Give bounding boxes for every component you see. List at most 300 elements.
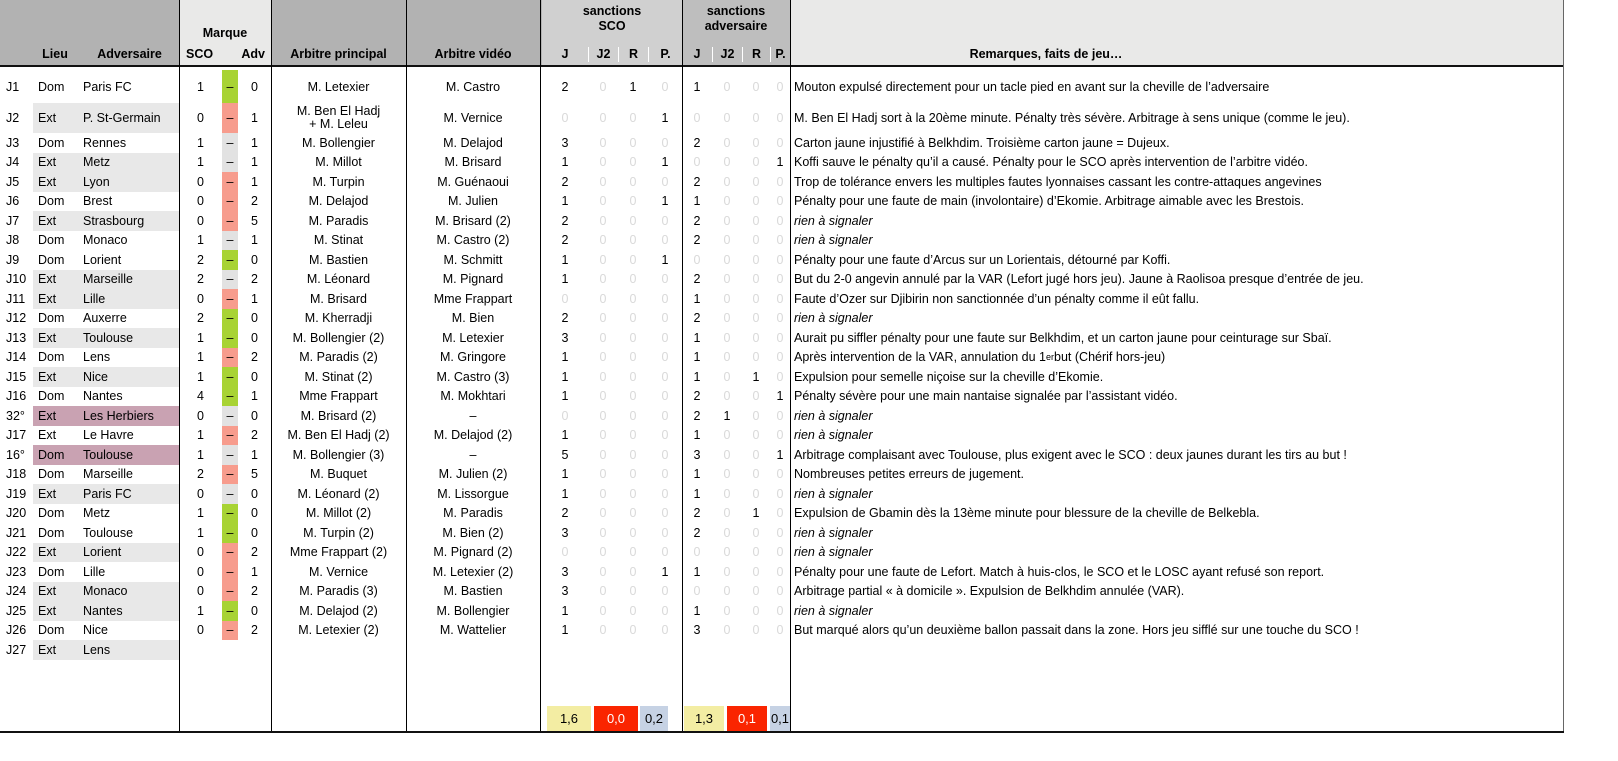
cell-lieu[interactable]: Dom	[38, 389, 65, 404]
cell-score-sco[interactable]: 0	[197, 213, 204, 228]
cell-adversaire[interactable]: Nice	[83, 623, 109, 638]
cell-sanction-sco-p[interactable]: 0	[661, 545, 669, 560]
cell-sanction-sco-p[interactable]: 0	[661, 350, 669, 365]
cell-sanction-sco-j[interactable]: 5	[561, 447, 569, 462]
cell-score-sco[interactable]: 1	[197, 506, 204, 521]
cell-sanction-sco-r[interactable]: 0	[629, 369, 637, 384]
cell-sanction-adv-r[interactable]: 0	[752, 135, 760, 150]
cell-match-number[interactable]: J7	[6, 213, 20, 228]
cell-score-separator[interactable]: –	[222, 426, 238, 446]
cell-adversaire[interactable]: Nice	[79, 367, 179, 387]
cell-score-sco[interactable]: 1	[197, 525, 204, 540]
cell-sanction-adv-p[interactable]: 0	[776, 111, 784, 125]
cell-remark[interactable]: Nombreuses petites erreurs de jugement.	[794, 467, 1024, 482]
col-header-marque-sco[interactable]: SCO	[186, 47, 214, 61]
cell-adversaire[interactable]: Strasbourg	[79, 211, 179, 231]
cell-remark[interactable]: rien à signaler	[794, 233, 873, 248]
cell-sanction-sco-j[interactable]: 1	[561, 369, 569, 384]
cell-arbitre-video[interactable]: M. Bien (2)	[442, 525, 504, 540]
cell-arbitre-principal[interactable]: Mme Frappart (2)	[289, 545, 388, 560]
cell-score-sco[interactable]: 1	[197, 603, 204, 618]
cell-sanction-adv-r[interactable]: 0	[752, 584, 760, 599]
cell-arbitre-principal[interactable]: M. Brisard	[310, 291, 367, 306]
avg-sanction-sco-j[interactable]: 1,6	[547, 706, 591, 731]
cell-match-number[interactable]: J12	[6, 311, 27, 326]
cell-sanction-adv-j2[interactable]: 0	[723, 79, 731, 94]
cell-arbitre-video[interactable]: M. Lissorgue	[437, 486, 509, 501]
cell-score-adv[interactable]: 2	[251, 194, 258, 209]
cell-score-separator[interactable]: –	[222, 328, 238, 348]
cell-sanction-adv-j[interactable]: 2	[693, 174, 701, 189]
cell-remark[interactable]: Pénalty pour une faute d’Arcus sur un Lorientais, détourné par Koffi.	[794, 252, 1171, 267]
cell-score-separator[interactable]	[222, 640, 238, 660]
cell-score-separator[interactable]: –	[222, 250, 238, 270]
cell-sanction-adv-p[interactable]: 0	[776, 291, 784, 306]
cell-lieu[interactable]: Ext	[33, 289, 79, 309]
cell-sanction-adv-r[interactable]: 0	[752, 330, 760, 345]
cell-score-adv[interactable]: 1	[251, 155, 258, 170]
cell-adversaire[interactable]: Marseille	[83, 467, 134, 482]
cell-sanction-sco-r[interactable]: 0	[629, 350, 637, 365]
cell-score-separator[interactable]: –	[222, 211, 238, 231]
cell-sanction-sco-j[interactable]: 2	[561, 79, 569, 94]
cell-match-number[interactable]: J22	[6, 545, 27, 560]
cell-sanction-adv-r[interactable]: 0	[752, 311, 760, 326]
col-header-sanction-adv-r[interactable]: R	[742, 47, 770, 62]
col-header-sanction-sco-j[interactable]: J	[561, 47, 569, 61]
cell-sanction-sco-p[interactable]: 0	[661, 233, 669, 248]
cell-match-number[interactable]: J25	[6, 603, 27, 618]
cell-sanction-adv-r[interactable]: 0	[752, 111, 760, 125]
cell-match-number[interactable]: J5	[6, 174, 20, 189]
cell-score-sco[interactable]: 2	[197, 311, 204, 326]
cell-sanction-adv-p[interactable]: 0	[776, 525, 784, 540]
cell-sanction-adv-r[interactable]: 0	[752, 603, 760, 618]
cell-sanction-sco-p[interactable]: 0	[661, 291, 669, 306]
cell-sanction-adv-j[interactable]: 2	[693, 213, 701, 228]
cell-score-adv[interactable]: 0	[251, 603, 258, 618]
cell-lieu[interactable]: Ext	[33, 367, 79, 387]
cell-sanction-adv-j[interactable]: 1	[693, 603, 701, 618]
cell-sanction-sco-j[interactable]: 1	[561, 467, 569, 482]
cell-score-separator[interactable]: –	[222, 367, 238, 387]
cell-adversaire[interactable]: Toulouse	[79, 328, 179, 348]
cell-sanction-adv-j[interactable]: 1	[693, 564, 701, 579]
cell-score-sco[interactable]: 2	[197, 252, 204, 267]
cell-score-separator[interactable]: –	[222, 192, 238, 212]
cell-match-number[interactable]: 16°	[6, 447, 25, 462]
cell-sanction-adv-p[interactable]: 0	[776, 623, 784, 638]
cell-sanction-sco-r[interactable]: 0	[629, 252, 637, 267]
cell-remark[interactable]: Pénalty pour une faute de Lefort. Match à huis-clos, le SCO et le LOSC ayant refusé son report.	[794, 564, 1325, 579]
cell-sanction-adv-p[interactable]: 0	[776, 79, 784, 94]
cell-adversaire[interactable]: Toulouse	[79, 445, 179, 465]
cell-adversaire[interactable]: Monaco	[79, 582, 179, 602]
cell-sanction-sco-r[interactable]: 0	[629, 272, 637, 287]
cell-match-number[interactable]: J18	[6, 467, 27, 482]
cell-score-adv[interactable]: 1	[251, 291, 258, 306]
cell-lieu[interactable]: Ext	[33, 211, 79, 231]
cell-sanction-sco-p[interactable]	[648, 640, 682, 660]
cell-sanction-adv-r[interactable]: 0	[752, 447, 760, 462]
cell-score-adv[interactable]: 0	[251, 408, 258, 423]
cell-sanction-adv-r[interactable]: 0	[752, 525, 760, 540]
cell-sanction-adv-r[interactable]: 0	[752, 564, 760, 579]
col-header-marque[interactable]: Marque	[202, 26, 248, 40]
cell-sanction-sco-j2[interactable]: 0	[599, 428, 607, 443]
cell-lieu[interactable]: Ext	[33, 543, 79, 563]
cell-score-separator[interactable]: –	[222, 582, 238, 602]
cell-lieu[interactable]: Dom	[38, 525, 65, 540]
cell-sanction-adv-j2[interactable]: 1	[723, 408, 731, 423]
cell-score-separator[interactable]: –	[222, 484, 238, 504]
cell-score-separator[interactable]: –	[222, 523, 238, 543]
col-header-arbitre-video[interactable]: Arbitre vidéo	[434, 47, 512, 61]
cell-sanction-sco-p[interactable]: 1	[661, 155, 669, 170]
cell-sanction-adv-j2[interactable]: 0	[723, 155, 731, 170]
cell-arbitre-principal[interactable]: M. Bastien	[308, 252, 369, 267]
cell-lieu[interactable]: Dom	[38, 252, 65, 267]
cell-lieu[interactable]: Dom	[38, 79, 65, 94]
cell-match-number[interactable]: J14	[6, 350, 27, 365]
cell-score-adv[interactable]: 2	[251, 350, 258, 365]
cell-sanction-sco-p[interactable]: 1	[661, 252, 669, 267]
cell-score-adv[interactable]: 1	[251, 135, 258, 150]
cell-sanction-sco-j[interactable]: 2	[561, 174, 569, 189]
avg-sanction-adv-p[interactable]: 0,1	[770, 706, 790, 731]
cell-score-adv[interactable]: 5	[251, 213, 258, 228]
cell-score-sco[interactable]: 0	[197, 408, 204, 423]
cell-score-sco[interactable]: 2	[197, 467, 204, 482]
cell-sanction-sco-r[interactable]: 0	[629, 135, 637, 150]
cell-adversaire[interactable]: Nantes	[83, 389, 123, 404]
cell-score-sco[interactable]: 1	[197, 233, 204, 248]
cell-score-adv[interactable]: 1	[251, 233, 258, 248]
cell-sanction-sco-r[interactable]: 0	[629, 330, 637, 345]
cell-sanction-adv-p[interactable]: 0	[776, 252, 784, 267]
cell-arbitre-video[interactable]: M. Castro (3)	[436, 369, 510, 384]
cell-sanction-adv-j[interactable]: 2	[693, 233, 701, 248]
cell-sanction-sco-j2[interactable]: 0	[599, 111, 607, 125]
cell-sanction-sco-p[interactable]: 0	[661, 428, 669, 443]
cell-lieu[interactable]: Dom	[38, 233, 65, 248]
cell-sanction-adv-j2[interactable]: 0	[723, 233, 731, 248]
cell-sanction-adv-j[interactable]: 1	[693, 194, 701, 209]
cell-sanction-sco-j[interactable]: 1	[561, 252, 569, 267]
cell-arbitre-principal[interactable]: M. Turpin	[312, 174, 365, 189]
cell-arbitre-principal[interactable]: M. Léonard (2)	[297, 486, 380, 501]
cell-remark[interactable]: Arbitrage partial « à domicile ». Expulsion de Belkhdim annulée (VAR).	[794, 584, 1185, 599]
cell-sanction-adv-j2[interactable]: 0	[723, 272, 731, 287]
cell-sanction-adv-r[interactable]: 0	[752, 408, 760, 423]
cell-sanction-sco-j[interactable]: 3	[561, 564, 569, 579]
cell-sanction-adv-r[interactable]: 0	[752, 272, 760, 287]
cell-arbitre-principal[interactable]: M. Stinat	[313, 233, 364, 248]
cell-sanction-sco-j2[interactable]: 0	[599, 155, 607, 170]
cell-arbitre-principal[interactable]: M. Bollengier (2)	[292, 330, 385, 345]
cell-remark[interactable]: Aurait pu siffler pénalty pour une faute sur Belkhdim, et un carton jaune pour ceinturage sur Sbaï.	[794, 330, 1332, 345]
cell-sanction-adv-j[interactable]: 0	[693, 111, 701, 125]
cell-sanction-adv-p[interactable]	[770, 640, 790, 660]
cell-score-separator[interactable]: –	[222, 289, 238, 309]
cell-remark[interactable]: Koffi sauve le pénalty qu’il a causé. Pénalty pour le SCO après intervention de l’arbitre vidéo.	[794, 155, 1308, 170]
cell-sanction-sco-r[interactable]: 0	[629, 467, 637, 482]
cell-sanction-adv-r[interactable]: 0	[752, 389, 760, 404]
cell-sanction-sco-j2[interactable]: 0	[599, 311, 607, 326]
cell-score-separator[interactable]: –	[222, 387, 238, 407]
cell-arbitre-principal[interactable]: M. Stinat (2)	[304, 369, 373, 384]
cell-sanction-adv-r[interactable]: 0	[752, 252, 760, 267]
cell-arbitre-principal[interactable]	[271, 103, 406, 133]
cell-score-adv[interactable]: 1	[251, 564, 258, 579]
cell-sanction-sco-j[interactable]: 0	[561, 111, 569, 125]
cell-lieu[interactable]: Ext	[33, 103, 79, 133]
cell-sanction-sco-j[interactable]: 1	[561, 603, 569, 618]
cell-sanction-adv-r[interactable]: 0	[752, 428, 760, 443]
cell-score-adv[interactable]: 0	[251, 506, 258, 521]
cell-sanction-adv-r[interactable]: 1	[752, 369, 760, 384]
cell-arbitre-video[interactable]: M. Gringore	[440, 350, 506, 365]
cell-arbitre-principal[interactable]: M. Delajod (2)	[299, 603, 378, 618]
cell-score-sco[interactable]: 1	[197, 428, 204, 443]
cell-sanction-adv-j2[interactable]: 0	[723, 350, 731, 365]
cell-sanction-adv-j2[interactable]: 0	[723, 174, 731, 189]
cell-sanction-sco-p[interactable]: 0	[661, 447, 669, 462]
cell-adversaire[interactable]: Les Herbiers	[79, 406, 179, 426]
cell-sanction-sco-p[interactable]: 0	[661, 525, 669, 540]
col-header-sanction-sco-j2[interactable]: J2	[588, 47, 618, 62]
cell-score-sco[interactable]: 0	[197, 584, 204, 599]
cell-sanction-adv-r[interactable]: 0	[752, 545, 760, 560]
cell-remark[interactable]: But du 2-0 angevin annulé par la VAR (Lefort jugé hors jeu). Jaune à Raolisoa presque d’entrée de jeu.	[794, 272, 1364, 287]
cell-score-sco[interactable]: 4	[197, 389, 204, 404]
cell-score-adv[interactable]: 2	[251, 545, 258, 560]
cell-arbitre-principal[interactable]: M. Bollengier (3)	[292, 447, 385, 462]
cell-score-separator[interactable]: –	[222, 348, 238, 368]
cell-lieu[interactable]: Ext	[33, 601, 79, 621]
cell-arbitre-principal[interactable]: M. Ben El Hadj (2)	[287, 428, 390, 443]
cell-sanction-sco-j[interactable]	[542, 640, 588, 660]
cell-sanction-adv-p[interactable]: 0	[776, 272, 784, 287]
cell-score-separator[interactable]: –	[222, 562, 238, 582]
cell-sanction-adv-p[interactable]: 0	[776, 467, 784, 482]
cell-score-adv[interactable]: 0	[251, 330, 258, 345]
cell-score-sco[interactable]: 1	[197, 350, 204, 365]
cell-sanction-adv-j2[interactable]: 0	[723, 428, 731, 443]
cell-sanction-sco-p[interactable]: 1	[661, 111, 669, 125]
cell-remark[interactable]	[790, 640, 1618, 660]
cell-arbitre-video[interactable]: Mme Frappart	[433, 291, 513, 306]
cell-sanction-sco-j2[interactable]: 0	[599, 506, 607, 521]
cell-sanction-sco-p[interactable]: 1	[661, 194, 669, 209]
cell-remark[interactable]: But marqué alors qu’un deuxième ballon passait dans la zone. Hors jeu sifflé sur une touche du SCO !	[794, 623, 1359, 638]
cell-score-adv[interactable]: 1	[251, 111, 258, 125]
cell-sanction-sco-p[interactable]: 0	[661, 272, 669, 287]
col-header-sanction-adv-p[interactable]: P.	[770, 47, 790, 62]
cell-arbitre-video[interactable]: M. Pignard (2)	[433, 545, 513, 560]
cell-arbitre-video[interactable]: M. Mokhtari	[440, 389, 506, 404]
cell-arbitre-principal[interactable]: M. Vernice	[308, 564, 369, 579]
cell-sanction-adv-r[interactable]: 0	[752, 623, 760, 638]
cell-sanction-sco-j2[interactable]: 0	[599, 389, 607, 404]
cell-sanction-adv-j2[interactable]: 0	[723, 252, 731, 267]
cell-sanction-sco-j2[interactable]: 0	[599, 486, 607, 501]
cell-score-adv[interactable]: 1	[251, 174, 258, 189]
cell-score-separator[interactable]: –	[222, 133, 238, 153]
cell-sanction-adv-j[interactable]: 1	[693, 291, 701, 306]
cell-arbitre-principal[interactable]: M. Buquet	[310, 467, 367, 482]
cell-match-number[interactable]: J11	[6, 291, 26, 306]
cell-match-number[interactable]: J19	[6, 486, 27, 501]
avg-sanction-adv-j[interactable]: 1,3	[684, 706, 724, 731]
cell-sanction-sco-j2[interactable]: 0	[599, 545, 607, 560]
cell-sanction-sco-j2[interactable]	[588, 640, 618, 660]
cell-remark[interactable]: Expulsion pour semelle niçoise sur la cheville d’Ekomie.	[794, 369, 1104, 384]
cell-sanction-adv-p[interactable]: 0	[776, 564, 784, 579]
cell-match-number[interactable]: J16	[6, 389, 27, 404]
cell-sanction-adv-r[interactable]: 0	[752, 350, 760, 365]
cell-lieu[interactable]: Dom	[38, 311, 65, 326]
cell-remark[interactable]: Pénalty pour une faute de main (involontaire) d’Ekomie. Arbitrage aimable avec les Brestois.	[794, 194, 1304, 209]
cell-score-adv[interactable]: 2	[251, 428, 258, 443]
cell-arbitre-video[interactable]: M. Julien (2)	[438, 467, 508, 482]
cell-sanction-sco-p[interactable]: 0	[661, 389, 669, 404]
cell-adversaire[interactable]: P. St-Germain	[79, 103, 179, 133]
cell-remark[interactable]: rien à signaler	[794, 525, 873, 540]
cell-sanction-sco-r[interactable]: 0	[629, 603, 637, 618]
cell-score-separator[interactable]: –	[222, 445, 238, 465]
cell-score-adv[interactable]: 2	[251, 272, 258, 287]
cell-sanction-sco-j2[interactable]: 0	[599, 272, 607, 287]
cell-match-number[interactable]: J15	[6, 369, 27, 384]
cell-match-number[interactable]: J4	[6, 155, 20, 170]
cell-sanction-adv-p[interactable]: 0	[776, 174, 784, 189]
cell-score-sco[interactable]: 0	[197, 194, 204, 209]
cell-sanction-sco-r[interactable]: 0	[629, 311, 637, 326]
cell-score-separator[interactable]: –	[222, 465, 238, 485]
cell-sanction-sco-j[interactable]: 2	[561, 506, 569, 521]
sanctions-sco-title[interactable]	[542, 4, 682, 34]
cell-sanction-sco-r[interactable]: 0	[629, 584, 637, 599]
cell-sanction-sco-r[interactable]: 0	[629, 213, 637, 228]
cell-sanction-sco-j2[interactable]: 0	[599, 233, 607, 248]
cell-adversaire[interactable]: Monaco	[83, 233, 128, 248]
cell-sanction-sco-j[interactable]: 0	[561, 291, 569, 306]
cell-score-adv[interactable]	[238, 640, 271, 660]
cell-sanction-sco-j2[interactable]: 0	[599, 369, 607, 384]
cell-sanction-sco-j[interactable]: 0	[561, 408, 569, 423]
cell-arbitre-video[interactable]: –	[469, 408, 477, 423]
cell-match-number[interactable]: J21	[6, 525, 27, 540]
cell-sanction-adv-r[interactable]: 0	[752, 291, 760, 306]
cell-lieu[interactable]: Ext	[33, 640, 79, 660]
cell-sanction-adv-j2[interactable]: 0	[723, 389, 731, 404]
cell-match-number[interactable]: J23	[6, 564, 27, 579]
cell-remark[interactable]: rien à signaler	[794, 408, 873, 423]
cell-sanction-sco-p[interactable]: 0	[661, 311, 669, 326]
cell-score-separator[interactable]: –	[222, 504, 238, 524]
cell-sanction-sco-p[interactable]: 0	[661, 79, 669, 94]
cell-lieu[interactable]: Ext	[33, 582, 79, 602]
cell-sanction-adv-p[interactable]: 0	[776, 584, 784, 599]
cell-sanction-adv-j[interactable]: 1	[693, 467, 701, 482]
cell-score-adv[interactable]: 2	[251, 584, 258, 599]
cell-remark[interactable]: rien à signaler	[794, 213, 873, 228]
cell-arbitre-principal[interactable]: M. Kherradji	[304, 311, 373, 326]
cell-sanction-sco-r[interactable]: 0	[629, 194, 637, 209]
cell-sanction-adv-j[interactable]: 1	[693, 369, 701, 384]
cell-sanction-sco-j2[interactable]: 0	[599, 252, 607, 267]
cell-sanction-adv-j2[interactable]: 0	[723, 486, 731, 501]
cell-arbitre-video[interactable]: M. Letexier (2)	[432, 564, 514, 579]
cell-sanction-adv-r[interactable]: 1	[752, 506, 760, 521]
cell-sanction-adv-p[interactable]: 1	[776, 447, 784, 462]
cell-sanction-adv-p[interactable]: 0	[776, 603, 784, 618]
cell-sanction-sco-r[interactable]: 0	[629, 486, 637, 501]
cell-sanction-sco-j2[interactable]: 0	[599, 135, 607, 150]
cell-sanction-adv-j[interactable]: 2	[693, 135, 701, 150]
cell-lieu[interactable]: Ext	[33, 172, 79, 192]
cell-sanction-sco-j[interactable]: 3	[561, 330, 569, 345]
cell-sanction-adv-j2[interactable]: 0	[723, 623, 731, 638]
cell-sanction-sco-p[interactable]: 0	[661, 486, 669, 501]
cell-match-number[interactable]: J3	[6, 135, 20, 150]
cell-sanction-adv-p[interactable]: 0	[776, 408, 784, 423]
cell-match-number[interactable]: J6	[6, 194, 20, 209]
cell-adversaire[interactable]: Toulouse	[83, 525, 134, 540]
cell-sanction-adv-j2[interactable]: 0	[723, 506, 731, 521]
cell-score-sco[interactable]: 1	[197, 79, 204, 94]
cell-score-sco[interactable]: 2	[197, 272, 204, 287]
sanctions-adversaire-title[interactable]	[682, 4, 790, 34]
cell-sanction-sco-p[interactable]: 0	[661, 467, 669, 482]
cell-sanction-adv-p[interactable]: 0	[776, 486, 784, 501]
cell-sanction-sco-r[interactable]: 0	[629, 506, 637, 521]
cell-sanction-adv-p[interactable]: 0	[776, 350, 784, 365]
cell-sanction-adv-r[interactable]: 0	[752, 233, 760, 248]
cell-arbitre-video[interactable]: M. Bollengier	[436, 603, 510, 618]
cell-score-separator[interactable]: –	[222, 309, 238, 329]
cell-lieu[interactable]: Dom	[38, 564, 65, 579]
cell-sanction-sco-r[interactable]: 1	[629, 79, 637, 94]
cell-score-sco[interactable]: 0	[197, 174, 204, 189]
cell-adversaire[interactable]: Le Havre	[83, 428, 134, 443]
cell-sanction-adv-r[interactable]: 0	[752, 213, 760, 228]
cell-arbitre-principal[interactable]: M. Paradis	[308, 213, 369, 228]
cell-sanction-adv-r[interactable]: 0	[752, 79, 760, 94]
cell-sanction-adv-p[interactable]: 0	[776, 233, 784, 248]
cell-sanction-adv-j2[interactable]: 0	[723, 447, 731, 462]
cell-lieu[interactable]: Dom	[38, 623, 65, 638]
cell-sanction-sco-j[interactable]: 1	[561, 389, 569, 404]
cell-sanction-sco-j[interactable]: 1	[561, 486, 569, 501]
cell-adversaire[interactable]: Rennes	[83, 135, 127, 150]
cell-sanction-sco-r[interactable]: 0	[629, 623, 637, 638]
cell-sanction-sco-j2[interactable]: 0	[599, 584, 607, 599]
cell-lieu[interactable]: Dom	[38, 350, 65, 365]
col-header-sanction-sco-p[interactable]: P.	[648, 47, 682, 62]
cell-sanction-sco-r[interactable]: 0	[629, 428, 637, 443]
cell-sanction-sco-r[interactable]: 0	[629, 389, 637, 404]
cell-arbitre-video[interactable]: M. Wattelier	[439, 623, 507, 638]
cell-score-adv[interactable]: 1	[251, 389, 258, 404]
cell-match-number[interactable]: J10	[6, 272, 27, 287]
cell-sanction-sco-p[interactable]: 0	[661, 623, 669, 638]
cell-sanction-sco-j[interactable]: 0	[561, 545, 569, 560]
cell-sanction-sco-r[interactable]: 0	[629, 447, 637, 462]
cell-sanction-sco-j[interactable]: 3	[561, 584, 569, 599]
cell-remark[interactable]: rien à signaler	[794, 311, 873, 326]
